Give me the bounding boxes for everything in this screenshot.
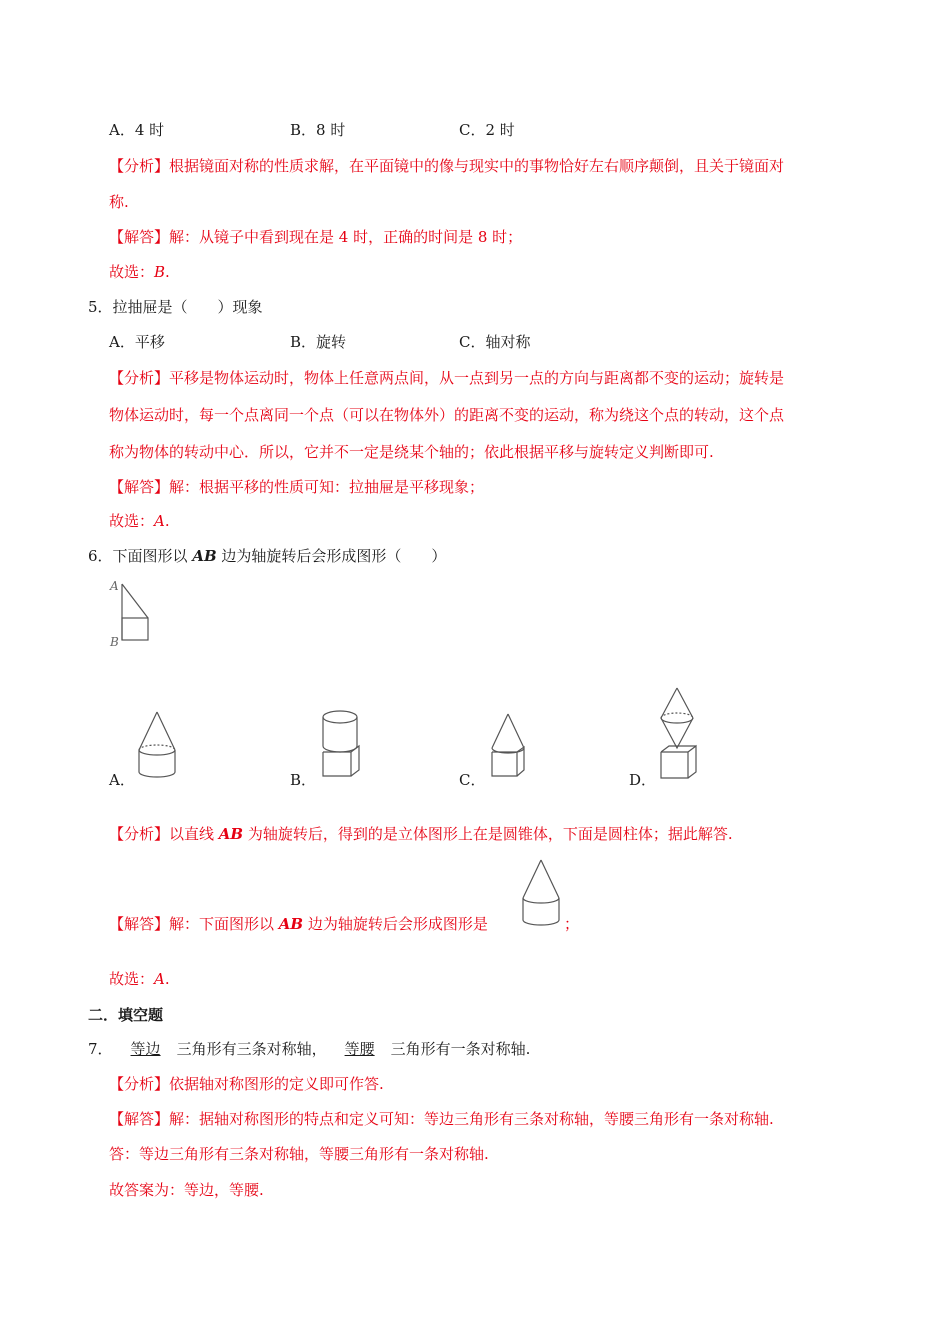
q5-analysis-line2: 物体运动时，每一个点离同一个点（可以在物体外）的距离不变的运动，称为绕这个点的转动，这个点: [109, 406, 785, 424]
q7-blank-2: 等腰: [344, 1040, 375, 1058]
analysis-ab: AB: [218, 825, 244, 843]
answer-tag: 【解答】: [109, 478, 170, 496]
q4-choice: [109, 261, 170, 282]
q5-analysis: [109, 367, 784, 388]
analysis-tag: 【分析】: [109, 369, 170, 387]
double-cone-on-cube-icon: [656, 686, 702, 782]
q4-option-b: B．8 时: [290, 121, 346, 139]
answer-text: 解：据轴对称图形的特点和定义可知：等边三角形有三条对称轴，等腰三角形有一条对称轴.: [169, 1110, 774, 1128]
rotation-source-figure: [108, 578, 158, 650]
choice-value: B: [154, 263, 166, 281]
q6-option-d-label: D．: [629, 771, 657, 789]
q5-option-c: C．轴对称: [459, 333, 531, 351]
q6-stem: [88, 545, 446, 566]
q6-choice: [109, 968, 170, 989]
analysis-text: 平移是物体运动时，物体上任意两点间，从一点到另一点的方向与距离都不变的运动；旋转是: [169, 369, 785, 387]
choice-prefix: 故选：: [109, 970, 155, 988]
answer-tag: 【解答】: [109, 915, 170, 933]
q4-answer: [109, 226, 522, 247]
label-b: B: [110, 635, 119, 649]
answer-tag: 【解答】: [109, 228, 170, 246]
stem-prefix: 6．下面图形以: [88, 547, 193, 565]
q7-answer-line2: 答：等边三角形有三条对称轴，等腰三角形有一条对称轴.: [109, 1145, 489, 1163]
analysis-prefix: 以直线: [169, 825, 219, 843]
q6-answer: [109, 913, 488, 934]
choice-value: A: [154, 512, 165, 530]
answer-tag: 【解答】: [109, 1110, 170, 1128]
answer-cone-cylinder-icon: [520, 858, 562, 930]
q7-tail-text: 三角形有一条对称轴.: [390, 1040, 531, 1058]
section-title-fill-in: 二．填空题: [88, 1006, 164, 1024]
q5-option-b: B．旋转: [290, 333, 347, 351]
answer-text: 解：根据平移的性质可知：拉抽屉是平移现象；: [169, 478, 485, 496]
q4-option-c: C．2 时: [459, 121, 515, 139]
q4-option-a: A．4 时: [109, 121, 165, 139]
q7-blank-1: 等边: [130, 1040, 161, 1058]
choice-suffix: .: [165, 263, 170, 281]
choice-suffix: .: [164, 512, 170, 530]
q7-answer: [109, 1108, 774, 1129]
q4-analysis: [109, 155, 784, 176]
q6-option-c-label: C．: [459, 771, 486, 789]
answer-text: 解：从镜子中看到现在是 4 时，正确的时间是 8 时；: [169, 228, 523, 246]
q6-option-a-label: A．: [109, 771, 135, 789]
q7-number: 7．: [88, 1040, 113, 1058]
stem-suffix: 边为轴旋转后会形成图形（ ）: [216, 547, 447, 565]
answer-prefix: 解：下面图形以: [169, 915, 279, 933]
q5-option-a: A．平移: [109, 333, 165, 351]
q7-fill-answer: 故答案为：等边，等腰.: [109, 1181, 264, 1199]
analysis-tag: 【分析】: [109, 1075, 170, 1093]
q7-stem: [88, 1038, 530, 1059]
q4-analysis-line2: 称.: [109, 193, 129, 211]
q5-stem: 5．拉抽屉是（ ）现象: [88, 298, 263, 316]
answer-ab: AB: [278, 915, 304, 933]
cone-on-cube-icon: [487, 712, 529, 780]
analysis-suffix: 为轴旋转后，得到的是立体图形上在是圆锥体，下面是圆柱体；据此解答.: [243, 825, 733, 843]
answer-suffix: 边为轴旋转后会形成图形是: [303, 915, 488, 933]
cylinder-on-cube-icon: [318, 708, 364, 780]
analysis-text: 根据镜面对称的性质求解，在平面镜中的像与现实中的事物恰好左右顺序颠倒，且关于镜面对: [169, 157, 785, 175]
square-shape: [122, 618, 148, 640]
triangle-hypotenuse: [122, 584, 148, 618]
q6-answer-end: ；: [564, 915, 580, 933]
cone-on-cylinder-icon: [136, 710, 178, 780]
q5-choice: [109, 510, 170, 531]
analysis-text: 依据轴对称图形的定义即可作答.: [169, 1075, 384, 1093]
choice-prefix: 故选：: [109, 512, 155, 530]
q5-analysis-line3: 称为物体的转动中心．所以，它并不一定是绕某个轴的；依此根据平移与旋转定义判断即可.: [109, 443, 714, 461]
analysis-tag: 【分析】: [109, 825, 170, 843]
q7-analysis: [109, 1073, 384, 1094]
stem-ab: AB: [192, 547, 217, 565]
analysis-tag: 【分析】: [109, 157, 170, 175]
choice-suffix: .: [164, 970, 170, 988]
q6-analysis: [109, 823, 733, 844]
q7-mid-text: 三角形有三条对称轴，: [176, 1040, 327, 1058]
q5-answer: [109, 476, 484, 497]
q6-option-b-label: B．: [290, 771, 317, 789]
choice-prefix: 故选：: [109, 263, 155, 281]
label-a: A: [110, 579, 119, 593]
choice-value: A: [154, 970, 165, 988]
